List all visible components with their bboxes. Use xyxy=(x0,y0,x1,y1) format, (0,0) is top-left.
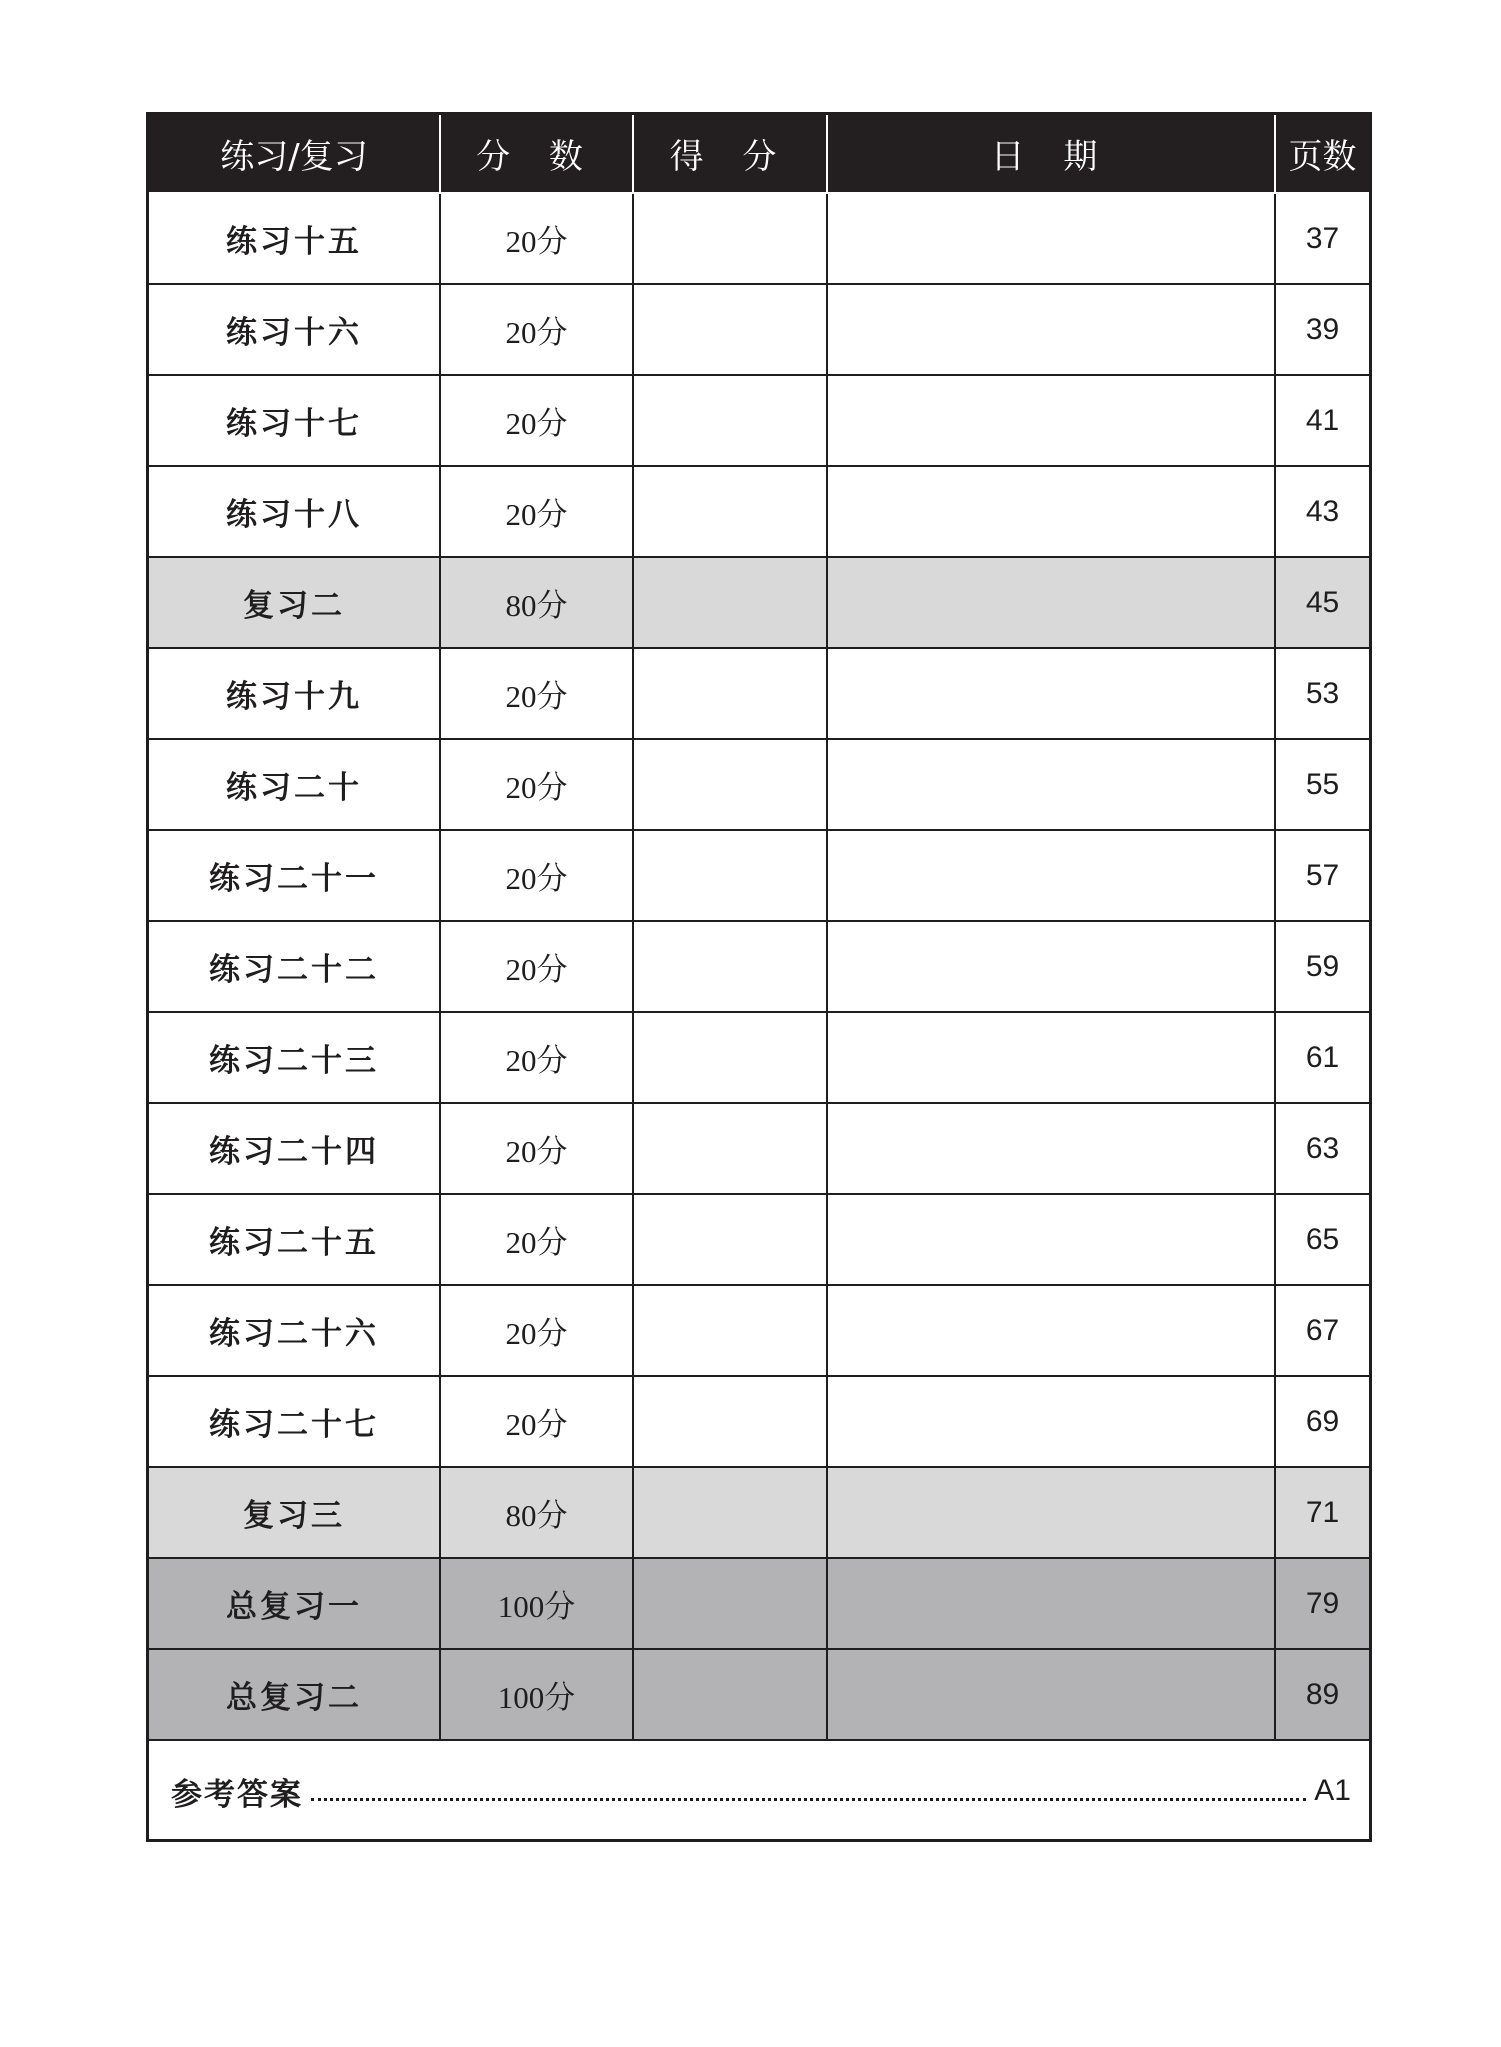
cell-date-input[interactable] xyxy=(827,739,1275,830)
cell-earned-input[interactable] xyxy=(633,921,827,1012)
cell-page: 55 xyxy=(1275,739,1369,830)
table-row xyxy=(149,466,1369,557)
table-row xyxy=(149,1649,1369,1740)
cell-earned-input[interactable] xyxy=(633,1467,827,1558)
cell-earned-input[interactable] xyxy=(633,1194,827,1285)
cell-exercise-name: 练习二十一 xyxy=(149,830,440,921)
cell-earned-input[interactable] xyxy=(633,1649,827,1740)
cell-exercise-name: 练习二十二 xyxy=(149,921,440,1012)
cell-score: 20分 xyxy=(440,193,633,284)
table-row xyxy=(149,557,1369,648)
cell-exercise-name: 练习二十六 xyxy=(149,1285,440,1376)
cell-page: 65 xyxy=(1275,1194,1369,1285)
table-row xyxy=(149,193,1369,284)
table-row xyxy=(149,1467,1369,1558)
table-row xyxy=(149,1103,1369,1194)
header-score: 分 数 xyxy=(440,115,633,193)
cell-score: 80分 xyxy=(440,1467,633,1558)
cell-earned-input[interactable] xyxy=(633,1012,827,1103)
cell-earned-input[interactable] xyxy=(633,1285,827,1376)
answer-key-label: 参考答案 xyxy=(171,1776,303,1813)
cell-page: 41 xyxy=(1275,375,1369,466)
cell-earned-input[interactable] xyxy=(633,284,827,375)
table-row xyxy=(149,830,1369,921)
cell-date-input[interactable] xyxy=(827,830,1275,921)
cell-date-input[interactable] xyxy=(827,1467,1275,1558)
cell-page: 89 xyxy=(1275,1649,1369,1740)
cell-page: 79 xyxy=(1275,1558,1369,1649)
cell-exercise-name: 练习十七 xyxy=(149,375,440,466)
cell-date-input[interactable] xyxy=(827,1012,1275,1103)
table-row xyxy=(149,739,1369,830)
cell-earned-input[interactable] xyxy=(633,1103,827,1194)
table-row xyxy=(149,284,1369,375)
header-earned: 得 分 xyxy=(633,115,827,193)
cell-score: 20分 xyxy=(440,375,633,466)
cell-score: 20分 xyxy=(440,830,633,921)
table-row xyxy=(149,1376,1369,1467)
cell-date-input[interactable] xyxy=(827,1558,1275,1649)
cell-page: 39 xyxy=(1275,284,1369,375)
cell-earned-input[interactable] xyxy=(633,466,827,557)
cell-date-input[interactable] xyxy=(827,921,1275,1012)
cell-page: 69 xyxy=(1275,1376,1369,1467)
cell-score: 20分 xyxy=(440,1012,633,1103)
cell-page: 57 xyxy=(1275,830,1369,921)
header-page: 页数 xyxy=(1275,115,1369,193)
cell-date-input[interactable] xyxy=(827,1194,1275,1285)
cell-exercise-name: 练习二十五 xyxy=(149,1194,440,1285)
cell-exercise-name: 复习三 xyxy=(149,1467,440,1558)
cell-score: 20分 xyxy=(440,284,633,375)
cell-earned-input[interactable] xyxy=(633,557,827,648)
cell-date-input[interactable] xyxy=(827,284,1275,375)
cell-exercise-name: 练习二十三 xyxy=(149,1012,440,1103)
cell-score: 100分 xyxy=(440,1649,633,1740)
cell-exercise-name: 练习十五 xyxy=(149,193,440,284)
cell-date-input[interactable] xyxy=(827,466,1275,557)
table-row xyxy=(149,1012,1369,1103)
cell-exercise-name: 练习十八 xyxy=(149,466,440,557)
answer-key-entry xyxy=(171,1769,1351,1813)
table-row xyxy=(149,1194,1369,1285)
cell-score: 20分 xyxy=(440,739,633,830)
header-exercise: 练习/复习 xyxy=(149,115,440,193)
cell-page: 71 xyxy=(1275,1467,1369,1558)
cell-date-input[interactable] xyxy=(827,557,1275,648)
cell-exercise-name: 总复习一 xyxy=(149,1558,440,1649)
cell-score: 20分 xyxy=(440,648,633,739)
cell-score: 20分 xyxy=(440,921,633,1012)
score-record-table-frame xyxy=(146,112,1372,1842)
cell-earned-input[interactable] xyxy=(633,1376,827,1467)
table-header-row xyxy=(149,115,1369,193)
cell-score: 100分 xyxy=(440,1558,633,1649)
header-date: 日 期 xyxy=(827,115,1275,193)
cell-exercise-name: 总复习二 xyxy=(149,1649,440,1740)
cell-score: 20分 xyxy=(440,466,633,557)
cell-score: 20分 xyxy=(440,1376,633,1467)
cell-score: 80分 xyxy=(440,557,633,648)
cell-exercise-name: 练习二十 xyxy=(149,739,440,830)
cell-exercise-name: 复习二 xyxy=(149,557,440,648)
cell-date-input[interactable] xyxy=(827,193,1275,284)
cell-date-input[interactable] xyxy=(827,1649,1275,1740)
cell-exercise-name: 练习二十四 xyxy=(149,1103,440,1194)
cell-score: 20分 xyxy=(440,1194,633,1285)
cell-score: 20分 xyxy=(440,1285,633,1376)
cell-exercise-name: 练习十九 xyxy=(149,648,440,739)
table-body xyxy=(149,193,1369,1740)
cell-earned-input[interactable] xyxy=(633,375,827,466)
cell-page: 45 xyxy=(1275,557,1369,648)
cell-date-input[interactable] xyxy=(827,1103,1275,1194)
cell-page: 67 xyxy=(1275,1285,1369,1376)
cell-earned-input[interactable] xyxy=(633,1558,827,1649)
dotted-leader xyxy=(311,1798,1306,1801)
score-record-table xyxy=(149,115,1369,1741)
cell-date-input[interactable] xyxy=(827,1285,1275,1376)
cell-exercise-name: 练习二十七 xyxy=(149,1376,440,1467)
cell-earned-input[interactable] xyxy=(633,830,827,921)
cell-page: 37 xyxy=(1275,193,1369,284)
answer-key-page: A1 xyxy=(1314,1774,1351,1807)
cell-page: 61 xyxy=(1275,1012,1369,1103)
cell-date-input[interactable] xyxy=(827,1376,1275,1467)
cell-score: 20分 xyxy=(440,1103,633,1194)
table-row xyxy=(149,375,1369,466)
cell-date-input[interactable] xyxy=(827,648,1275,739)
cell-page: 63 xyxy=(1275,1103,1369,1194)
cell-earned-input[interactable] xyxy=(633,739,827,830)
table-row xyxy=(149,921,1369,1012)
cell-earned-input[interactable] xyxy=(633,648,827,739)
table-row xyxy=(149,1285,1369,1376)
cell-earned-input[interactable] xyxy=(633,193,827,284)
table-row xyxy=(149,1558,1369,1649)
cell-page: 53 xyxy=(1275,648,1369,739)
cell-page: 59 xyxy=(1275,921,1369,1012)
table-row xyxy=(149,648,1369,739)
cell-date-input[interactable] xyxy=(827,375,1275,466)
cell-exercise-name: 练习十六 xyxy=(149,284,440,375)
cell-page: 43 xyxy=(1275,466,1369,557)
